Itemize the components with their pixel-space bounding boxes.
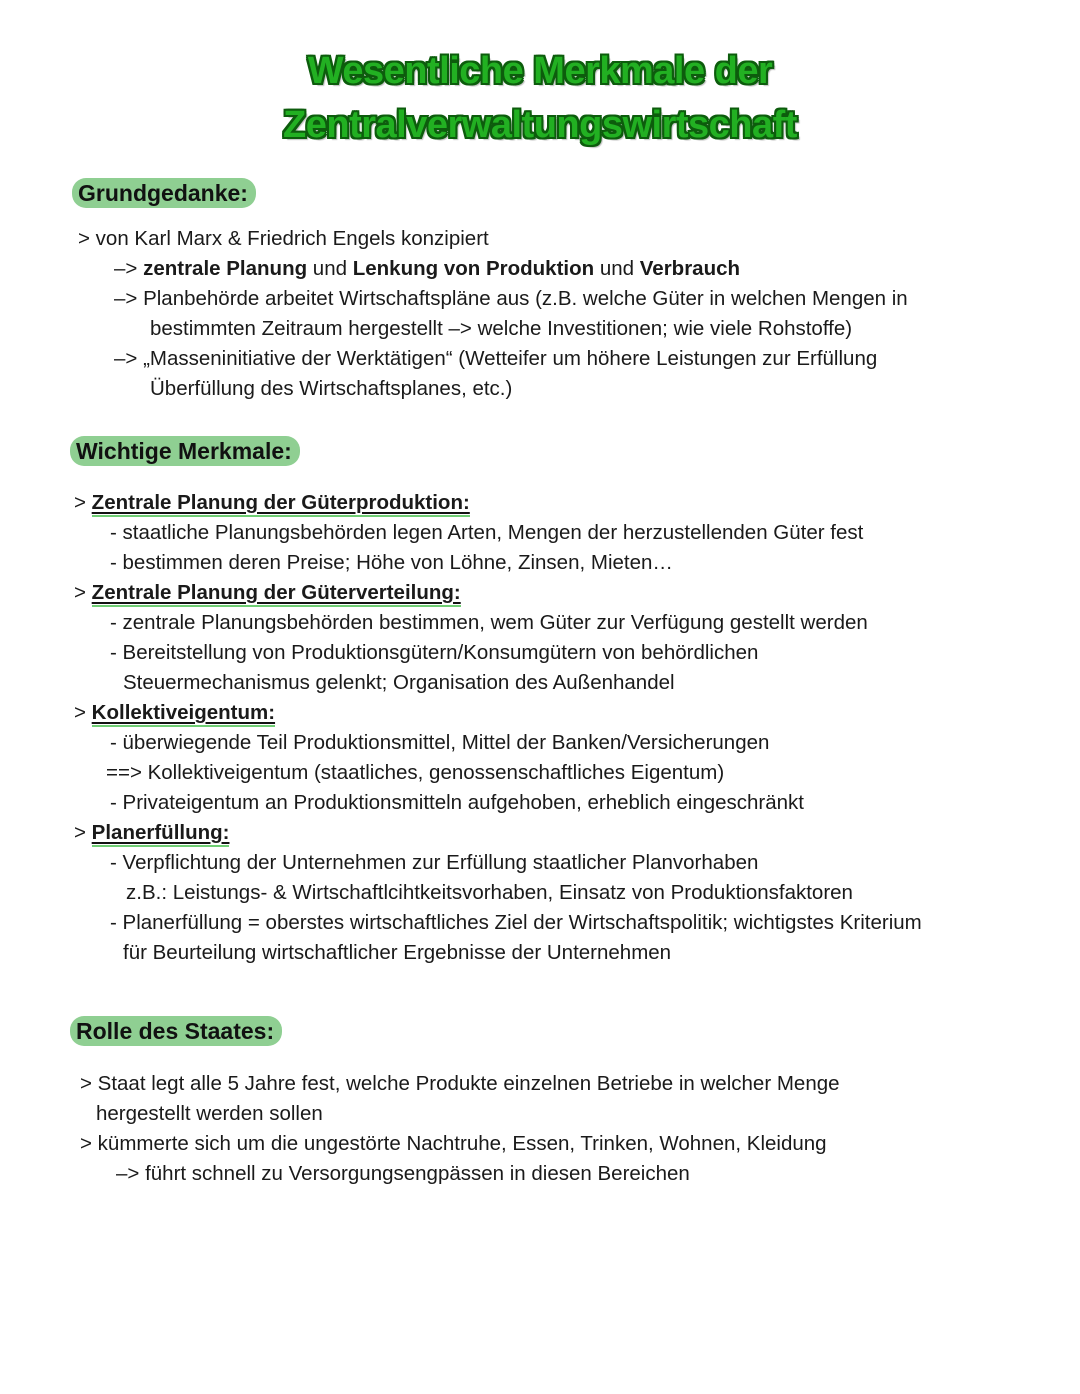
text-line: ==> Kollektiveigentum (staatliches, genossenschaftliches Eigentum) xyxy=(106,761,725,784)
heading-grundgedanke: Grundgedanke: xyxy=(72,178,256,208)
subsection-planerfüllung: Planerfüllung: xyxy=(92,821,230,847)
text-line: –> „Masseninitiative der Werktätigen“ (Wetteifer um höhere Leistungen zur Erfüllung xyxy=(114,347,878,370)
subsection-güterproduktion: Zentrale Planung der Güterproduktion: xyxy=(92,491,470,517)
text-line: - zentrale Planungsbehörden bestimmen, wem Güter zur Verfügung gestellt werden xyxy=(110,611,868,634)
text-line: –> führt schnell zu Versorgungsengpässen in diesen Bereichen xyxy=(116,1162,690,1185)
page-title-line-1: Wesentliche Merkmale der xyxy=(307,50,773,92)
text-line: > von Karl Marx & Friedrich Engels konzipiert xyxy=(78,227,489,250)
text-line: –> Planbehörde arbeitet Wirtschaftspläne aus (z.B. welche Güter in welchen Mengen in xyxy=(114,287,908,310)
text-bold: zentrale Planung xyxy=(143,257,308,280)
text-prefix: > xyxy=(74,701,92,724)
text-line: - staatliche Planungsbehörden legen Arten, Mengen der herzustellenden Güter fest xyxy=(110,521,864,544)
text-line: > Staat legt alle 5 Jahre fest, welche Produkte einzelnen Betriebe in welcher Menge xyxy=(80,1072,840,1095)
subsection-kollektiveigentum: Kollektiveigentum: xyxy=(92,701,275,727)
text-line: für Beurteilung wirtschaftlicher Ergebnisse der Unternehmen xyxy=(123,941,672,964)
text-line: bestimmten Zeitraum hergestellt –> welche Investitionen; wie viele Rohstoffe) xyxy=(150,317,853,340)
heading-wichtige-merkmale: Wichtige Merkmale: xyxy=(70,436,300,466)
text-line xyxy=(114,254,740,284)
text-line: - Bereitstellung von Produktionsgütern/Konsumgütern von behördlichen xyxy=(110,641,759,664)
text-line: Überfüllung des Wirtschaftsplanes, etc.) xyxy=(150,377,513,400)
text-line: - überwiegende Teil Produktionsmittel, Mittel der Banken/Versicherungen xyxy=(110,731,770,754)
subsection-title xyxy=(74,488,470,518)
page-title xyxy=(0,44,1080,152)
page-title-line-2: Zentralverwaltungswirtschaft xyxy=(283,104,797,146)
subsection-title xyxy=(74,578,461,608)
text-line: - Verpflichtung der Unternehmen zur Erfüllung staatlicher Planvorhaben xyxy=(110,851,759,874)
subsection-güterverteilung: Zentrale Planung der Güterverteilung: xyxy=(92,581,461,607)
text-bold: Verbrauch xyxy=(639,257,741,280)
text-bold: Lenkung von Produktion xyxy=(352,257,595,280)
text-line: > kümmerte sich um die ungestörte Nachtruhe, Essen, Trinken, Wohnen, Kleidung xyxy=(80,1132,827,1155)
text-line: Steuermechanismus gelenkt; Organisation des Außenhandel xyxy=(123,671,675,694)
text-prefix: –> xyxy=(114,257,144,280)
text-plain: und xyxy=(594,257,640,280)
subsection-title xyxy=(74,698,275,728)
heading-rolle-des-staates: Rolle des Staates: xyxy=(70,1016,282,1046)
text-prefix: > xyxy=(74,491,92,514)
text-line: z.B.: Leistungs- & Wirtschaftlcihtkeitsvorhaben, Einsatz von Produktionsfaktoren xyxy=(126,881,853,904)
text-prefix: > xyxy=(74,581,92,604)
subsection-title xyxy=(74,818,229,848)
text-line: hergestellt werden sollen xyxy=(96,1102,323,1125)
text-prefix: > xyxy=(74,821,92,844)
text-line: - Planerfüllung = oberstes wirtschaftliches Ziel der Wirtschaftspolitik; wichtigstes Kriterium xyxy=(110,911,922,934)
text-plain: und xyxy=(307,257,353,280)
text-line: - bestimmen deren Preise; Höhe von Löhne, Zinsen, Mieten… xyxy=(110,551,673,574)
text-line: - Privateigentum an Produktionsmitteln aufgehoben, erheblich eingeschränkt xyxy=(110,791,804,814)
